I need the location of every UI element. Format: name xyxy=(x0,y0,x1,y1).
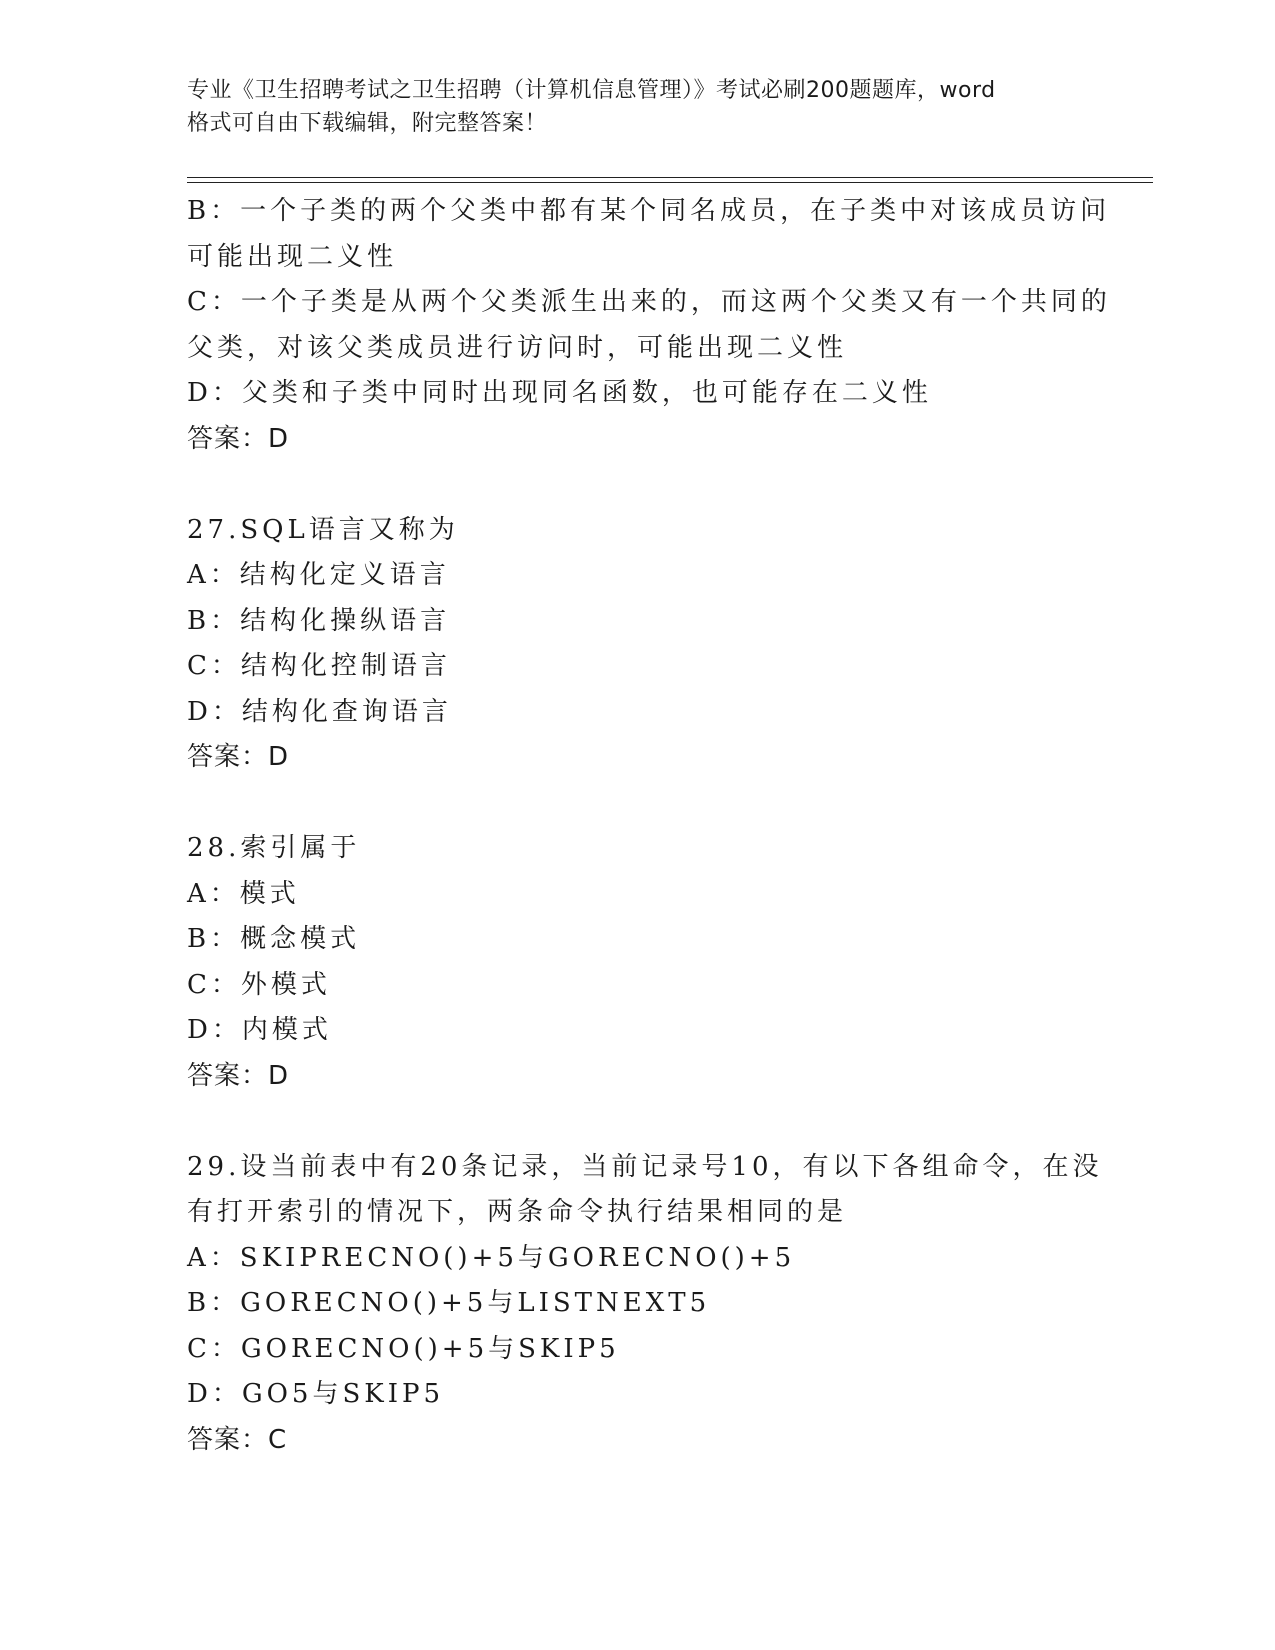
option-d: D：父类和子类中同时出现同名函数，也可能存在二义性 xyxy=(187,378,932,408)
question-27 xyxy=(187,508,1087,781)
answer: 答案：C xyxy=(187,1424,288,1455)
answer: 答案：D xyxy=(187,742,290,772)
header-line-1: 专业《卫生招聘考试之卫生招聘（计算机信息管理）》考试必刷200题题库，word xyxy=(187,78,996,103)
option-c-line-1: C：一个子类是从两个父类派生出来的，而这两个父类又有一个共同的 xyxy=(187,287,1111,317)
option-c: C：结构化控制语言 xyxy=(187,651,451,681)
question-text: 27.SQL语言又称为 xyxy=(187,514,459,545)
spacer xyxy=(187,462,1087,508)
document-header xyxy=(187,74,1087,140)
option-a: A：模式 xyxy=(187,878,300,909)
option-a: A：SKIPRECNO()+5与GORECNO()+5 xyxy=(187,1242,796,1273)
question-text-line-2: 有打开索引的情况下，两条命令执行结果相同的是 xyxy=(187,1197,848,1227)
option-d: D：结构化查询语言 xyxy=(187,696,452,727)
question-29 xyxy=(187,1145,1103,1464)
spacer xyxy=(187,781,1087,827)
document-body xyxy=(187,189,1111,1463)
option-d: D：内模式 xyxy=(187,1015,332,1045)
answer: 答案：D xyxy=(187,1060,290,1091)
spacer xyxy=(187,1099,1087,1145)
option-c: C：外模式 xyxy=(187,969,331,1000)
option-d: D：GO5与SKIP5 xyxy=(187,1379,445,1409)
option-a: A：结构化定义语言 xyxy=(187,560,450,590)
question-text-line-1: 29.设当前表中有20条记录，当前记录号10，有以下各组命令，在没 xyxy=(187,1151,1103,1182)
option-c-line-2: 父类，对该父类成员进行访问时，可能出现二义性 xyxy=(187,332,848,363)
question-28 xyxy=(187,826,1087,1099)
header-line-2: 格式可自由下载编辑，附完整答案！ xyxy=(187,111,548,136)
header-divider-bottom xyxy=(187,182,1153,183)
option-b: B：概念模式 xyxy=(187,924,361,954)
question-26 xyxy=(187,189,1111,462)
question-text: 28.索引属于 xyxy=(187,833,361,863)
answer: 答案：D xyxy=(187,423,290,454)
option-b: B：结构化操纵语言 xyxy=(187,605,451,636)
header-divider-top xyxy=(187,177,1153,178)
option-b-line-1: B：一个子类的两个父类中都有某个同名成员，在子类中对该成员访问 xyxy=(187,196,1111,226)
option-b: B：GORECNO()+5与LISTNEXT5 xyxy=(187,1288,711,1318)
option-c: C：GORECNO()+5与SKIP5 xyxy=(187,1333,620,1364)
option-b-line-2: 可能出现二义性 xyxy=(187,241,398,272)
